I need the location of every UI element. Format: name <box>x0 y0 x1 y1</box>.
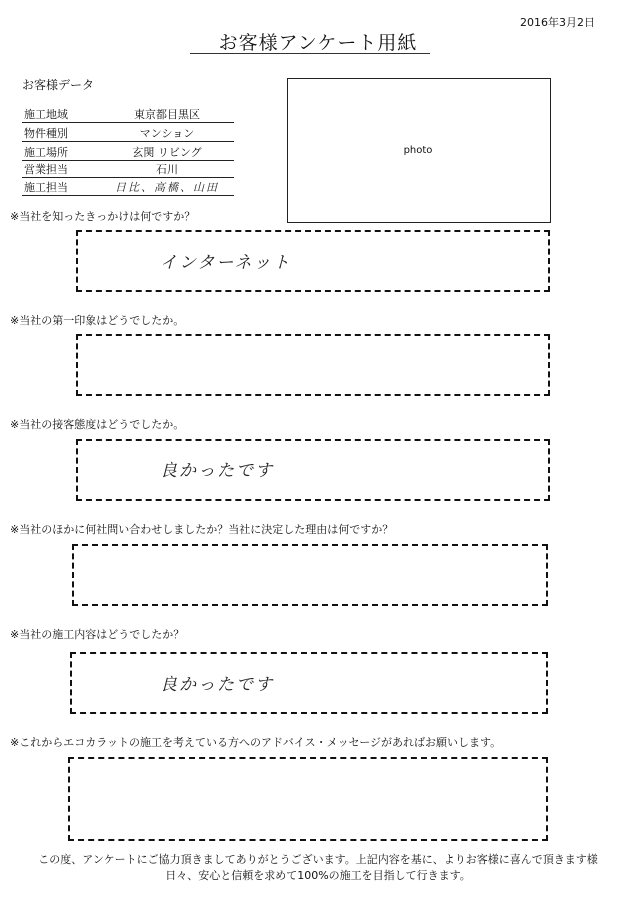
customer-row-area <box>22 104 234 123</box>
answer-3: 良かったです <box>160 461 274 481</box>
row-value: 石川 <box>156 163 178 176</box>
question-1: ※当社を知ったきっかけは何ですか？ <box>10 210 196 223</box>
survey-date: 2016年3月2日 <box>520 16 595 29</box>
row-value: 東京都目黒区 <box>134 108 200 121</box>
question-3: ※当社の接客態度はどうでしたか。 <box>10 418 185 431</box>
photo-label: photo <box>403 145 433 156</box>
footer-line-2: 日々、安心と信頼を求めて100%の施工を目指して行きます。 <box>165 869 471 882</box>
row-label: 施工地域 <box>24 108 68 121</box>
answer-box-3 <box>76 439 550 501</box>
customer-row-sales-rep <box>22 159 234 178</box>
answer-box-5 <box>70 652 548 714</box>
answer-1: インターネット <box>160 253 292 273</box>
page-title: お客様アンケート用紙 <box>218 32 418 54</box>
question-5: ※当社の施工内容はどうでしたか？ <box>10 628 185 641</box>
answer-box-4 <box>72 544 548 606</box>
customer-row-installers <box>22 177 234 196</box>
customer-row-property-type <box>22 123 234 142</box>
row-value: 玄関 リビング <box>132 146 202 159</box>
row-label: 施工場所 <box>24 146 68 159</box>
answer-box-6 <box>68 757 548 841</box>
title-underline <box>190 53 430 54</box>
row-value-handwritten: 日比、高橋、山田 <box>115 181 219 194</box>
question-2: ※当社の第一印象はどうでしたか。 <box>10 314 185 327</box>
question-6: ※これからエコカラットの施工を考えている方へのアドバイス・メッセージがあればお願いします。 <box>10 736 502 749</box>
row-label: 物件種別 <box>24 127 68 140</box>
row-value: マンション <box>139 127 195 140</box>
answer-box-2 <box>76 334 550 396</box>
answer-box-1 <box>76 230 550 292</box>
row-label: 営業担当 <box>24 163 68 176</box>
footer-line-1: この度、アンケートにご協力頂きましてありがとうございます。上記内容を基に、よりお客様に喜んで頂きます様 <box>38 853 598 866</box>
customer-data-heading: お客様データ <box>22 78 95 92</box>
question-4: ※当社のほかに何社問い合わせしましたか？当社に決定した理由は何ですか？ <box>10 523 394 536</box>
row-label: 施工担当 <box>24 181 68 194</box>
answer-5: 良かったです <box>160 675 274 695</box>
